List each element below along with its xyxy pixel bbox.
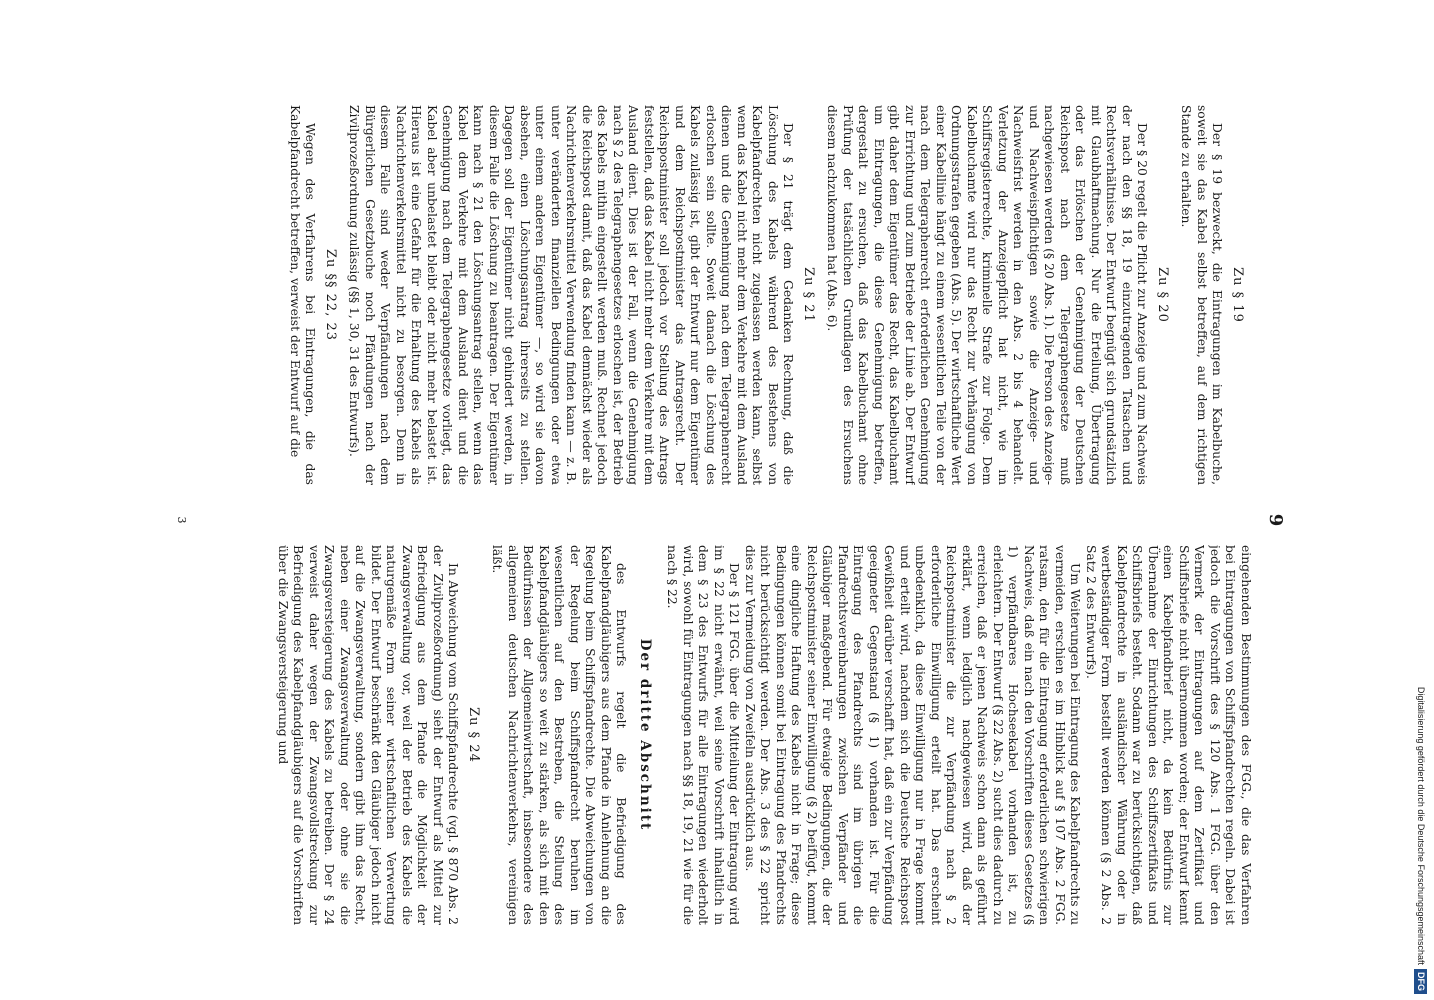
digitization-credit	[1412, 6, 1430, 994]
right-column	[173, 545, 1253, 925]
left-column	[173, 105, 1253, 485]
section-heading: Zu § 21	[801, 267, 816, 323]
page-number: 9	[1265, 513, 1286, 527]
section-heading: Zu § 19	[1230, 267, 1245, 323]
body-paragraph: Wegen des Verfahrens bei Eintragungen, die das Kabelpfandrecht betreffen, verweist der Entwurf auf die	[288, 105, 318, 485]
dfg-logo: DFG	[1415, 969, 1428, 994]
scanned-page	[138, 90, 1298, 950]
body-paragraph: In Abweichung vom Schiffspfandrechte (vgl. § 870 Abs. 2 der Zivilprozeßordnung) sieht der Entwurf als Mittel zur Befriedigung aus dem Pfande die Möglichkeit der Zwangsverwaltung vor, weil der Betrieb des Kabels die naturgemäße Form seiner wirtschaftlichen Verwertung bildet. Der Entwurf beschränkt den Gläubiger jedoch nicht auf die Zwangsverwaltung, sondern gibt ihm das Recht, neben einer Zwangsverwaltung oder ohne sie die Zwangsversteigerung des Kabels zu betreiben. Der § 24 verweist daher wegen der Zwangsvollstreckung zur Befriedigung des Kabelpfandgläubigers auf die Vorschriften über die Zwangsversteigerung und	[276, 545, 461, 925]
body-paragraph: Der § 21 trägt dem Gedanken Rechnung, daß die Löschung des Kabels während des Bestehens von Kabelpfandrechten nicht zugelassen werden kann, selbst wenn das Kabel nicht mehr dem Verkehre mit dem Ausland dienen und die Genehmigung nach dem Telegraphenrecht erloschen sein sollte. Soweit danach die Löschung des Kabels zulässig ist, gibt der Entwurf nur dem Eigentümer und dem Reichspostminister das Antragsrecht. Der Reichspostminister soll jedoch vor Stellung des Antrags feststellen, daß das Kabel nicht mehr dem Verkehre mit dem Ausland dient. Dies ist der Fall, wenn die Genehmigung nach § 2 des Telegraphengesetzes erloschen ist, der Betrieb des Kabels mithin eingestellt werden muß. Rechnet jedoch die Reichspost damit, daß das Kabel demnächst wieder als Nachrichtenverkehrsmittel Verwendung finden kann — z. B. unter veränderten finanziellen Bedingungen oder etwa unter einem anderen Eigentümer —, so wird sie davon absehen, einen Löschungsantrag ihrerseits zu stellen. Dagegen soll der Eigentümer nicht gehindert werden, in diesem Falle die Löschung zu beantragen. Der Eigentümer kann nach § 21 den Löschungsantrag stellen, wenn das Kabel dem Verkehre mit dem Ausland dient und die Genehmigung nach dem Telegraphengesetze vorliegt, das Kabel aber unbelastet bleibt oder nicht mehr belastet ist. Hieraus ist eine Gefahr für die Erhaltung des Kabels als Nachrichtenverkehrsmittel nicht zu besorgen. Denn in diesem Falle sind weder Verpfändungen nach dem Bürgerlichen Gesetzbuche noch Pfändungen nach der Zivilprozeßordnung zulässig (§§ 1, 30, 31 des Entwurfs).	[347, 105, 796, 485]
body-paragraph: eingehenden Bestimmungen des FGG., die das Verfahren bei Eintragungen von Schiffspfandrechten regeln. Dabei ist jedoch die Vorschrift des § 120 Abs. 1 FGG. über den Vermerk der Eintragungen auf dem Zertifikat und Schiffsbriefe nicht übernommen worden; der Entwurf kennt einen Kabelpfandbrief nicht, da kein Bedürfnis zur Übernahme der Einrichtungen des Schiffszertifikats und Schiffsbriefs besteht. Sodann war zu berücksichtigen, daß Kabelpfandrechte in ausländischer Währung oder in wertbeständiger Form bestellt werden können (§ 2 Abs. 2 Satz 2 des Entwurfs).	[1084, 545, 1253, 925]
body-paragraph: Um Weiterungen bei Eintragung des Kabelpfandrechts zu vermeiden, erschien es im Hinblick auf § 107 Abs. 2 FGG. ratsam, den für die Eintragung erforderlichen schwierigen Nachweis, daß ein nach den Vorschriften dieses Gesetzes (§ 1) verpfändbares Hochseekabel vorhanden ist, zu erleichtern. Der Entwurf (§ 22 Abs. 2) sucht dies dadurch zu erreichen, daß er jenen Nachweis schon dann als geführt erklärt, wenn lediglich nachgewiesen wird, daß der Reichspostminister die zur Verpfändung nach § 2 erforderliche Einwilligung erteilt hat. Das erscheint unbedenklich, da diese Einwilligung nur in Frage kommt und erteilt wird, nachdem sich die Deutsche Reichspost Gewißheit darüber verschafft hat, daß ein zur Verpfändung geeigneter Gegenstand (§ 1) vorhanden ist. Für die Eintragung des Pfandrechts sind im übrigen die Pfandrechtsvereinbarungen zwischen Verpfänder und Gläubiger maßgebend. Für etwaige Bedingungen, die der Reichspostminister seiner Einwilligung (§ 2) beifügt, kommt eine dingliche Haftung des Kabels nicht in Frage; diese Bedingungen können somit bei Eintragung des Pfandrechts nicht berücksichtigt werden. Der Abs. 3 des § 22 spricht dies zur Vermeidung von Zweifeln ausdrücklich aus.	[743, 545, 1083, 925]
body-paragraph: Der § 20 regelt die Pflicht zur Anzeige und zum Nachweis der nach den §§ 18, 19 einzutragenden Tatsachen und Rechtsverhältnisse. Der Entwurf begnügt sich grundsätzlich mit Glaubhaftmachung. Nur die Erteilung, Übertragung oder das Erlöschen der Genehmigung der Deutschen Reichspost nach dem Telegraphengesetze muß nachgewiesen werden (§ 20 Abs. 1). Die Person des Anzeige- und Nachweispflichtigen sowie die Anzeige- und Nachweisfrist werden in den Abs. 2 bis 4 behandelt. Verletzung der Anzeigepflicht hat nicht, wie im Schiffsregisterrechte, kriminelle Strafe zur Folge. Dem Kabelbuchamte wird nur das Recht zur Verhängung von Ordnungsstrafen gegeben (Abs. 5). Der wirtschaftliche Wert einer Kabellinie hängt zu einem wesentlichen Teile von der nach dem Telegraphenrecht erforderlichen Genehmigung zur Errichtung und zum Betriebe der Linie ab. Der Entwurf gibt daher dem Eigentümer das Recht, das Kabelbuchamt um Eintragungen, die diese Genehmigung betreffen, dergestalt zu ersuchen, daß das Kabelbuchamt ohne Prüfung der tatsächlichen Grundlagen des Ersuchens diesem nachzukommen hat (Abs. 6).	[825, 105, 1150, 485]
chapter-heading: Der dritte Abschnitt	[637, 638, 653, 832]
section-heading: Zu § 20	[1155, 267, 1170, 323]
section-heading: Zu § 24	[466, 707, 481, 763]
credit-text: Digitalisierung gefördert durch die Deutsche Forschungsgemeinschaft	[1416, 686, 1426, 965]
section-heading: Zu §§ 22, 23	[323, 248, 338, 342]
body-paragraph: des Entwurfs regelt die Befriedigung des Kabelpfandgläubigers aus dem Pfande in Anlehnung an die Regelung beim Schiffspfandrechte. Die Abweichungen von der Regelung beim Schiffspfandrecht beruhen im wesentlichen auf den Bestreben, die Stellung des Kabelpfandgläubigers so weit zu stärken, als sich mit den Bedürfnissen der Allgemeinwirtschaft, insbesondere des allgemeinen deutschen Nachrichtenverkehrs, vereinigen läßt.	[490, 545, 629, 925]
body-paragraph: Der § 19 bezweckt, die Eintragungen im Kabelbuche, soweit sie das Kabel selbst betreffen, auf dem richtigen Stande zu erhalten.	[1179, 105, 1225, 485]
body-paragraph: Der § 121 FGG. über die Mitteilung der Eintragung wird im § 22 nicht erwähnt, weil seine Vorschrift inhaltlich in dem § 23 des Entwurfs für alle Eintragungen wiederholt wird, sowohl für Eintragungen nach §§ 18, 19, 21 wie für die nach § 22.	[665, 545, 742, 925]
footer-page-number: 3	[175, 516, 188, 524]
